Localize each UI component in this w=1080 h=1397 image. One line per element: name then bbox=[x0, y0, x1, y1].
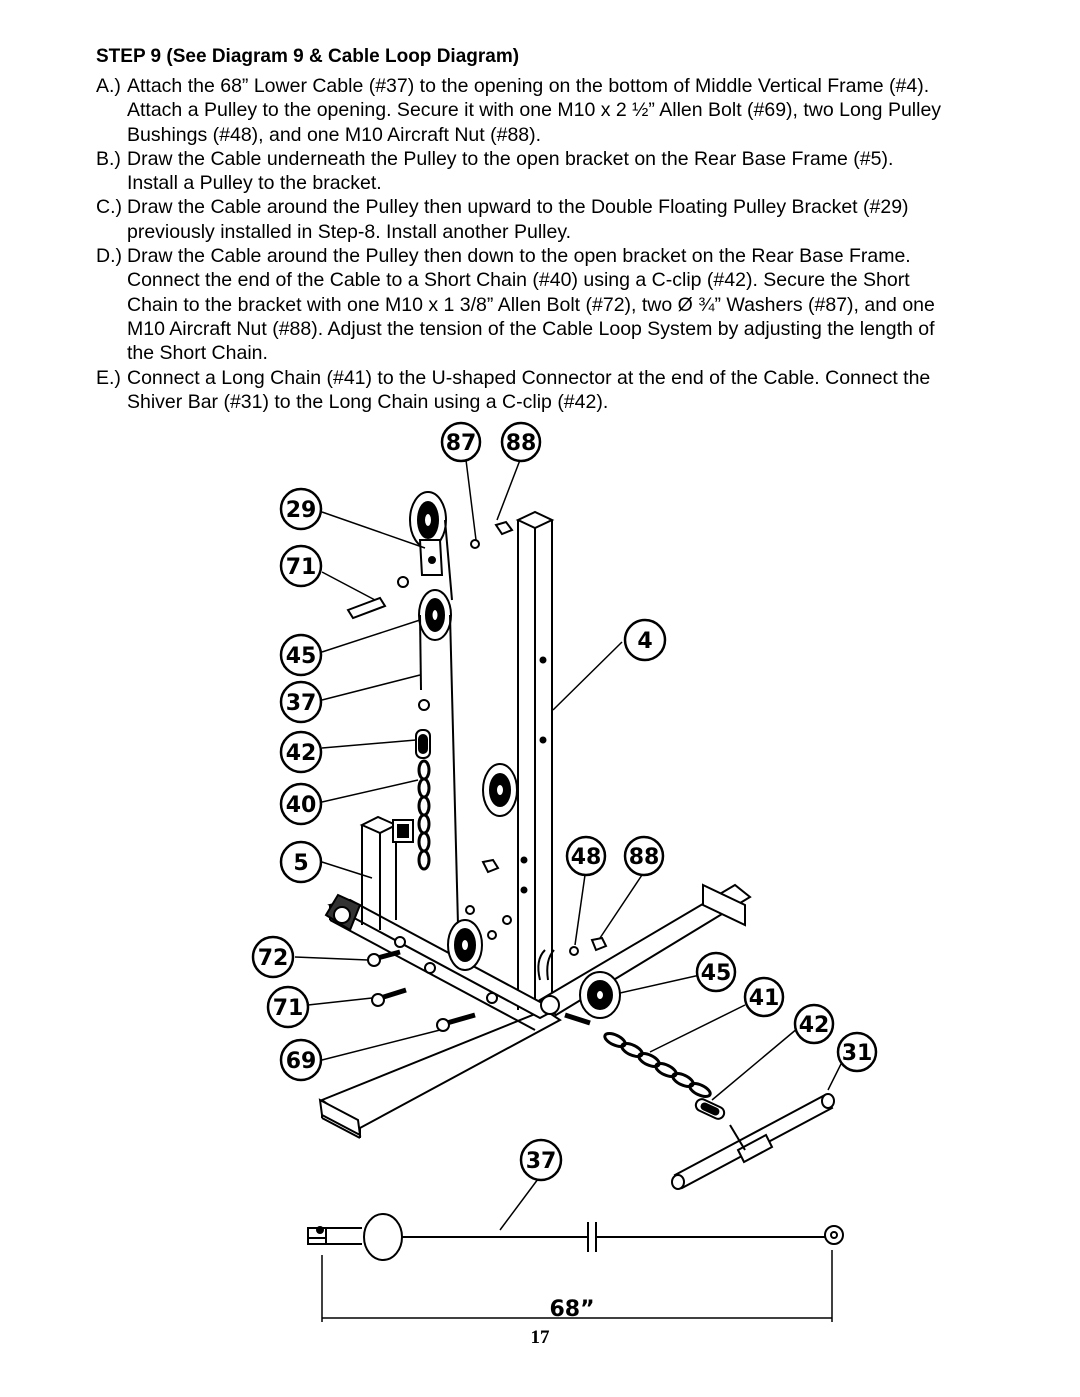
step-b-letter: B.) bbox=[96, 147, 121, 170]
svg-text:37: 37 bbox=[525, 1149, 557, 1174]
svg-text:88: 88 bbox=[505, 431, 537, 456]
callout-88 bbox=[502, 423, 540, 461]
callout-29 bbox=[281, 489, 321, 529]
step-e-text: Connect a Long Chain (#41) to the U-shaped Connector at the end of the Cable. Connect the Shiver Bar (#31) to the Long Chain using a C-clip (#42). bbox=[127, 366, 931, 413]
step-a-letter: A.) bbox=[96, 75, 121, 97]
svg-text:45: 45 bbox=[700, 961, 732, 986]
callout-87 bbox=[442, 423, 480, 461]
svg-text:42: 42 bbox=[285, 741, 317, 766]
svg-text:45: 45 bbox=[285, 644, 317, 669]
c-clip bbox=[694, 1097, 726, 1121]
cable-runs bbox=[420, 520, 458, 925]
svg-text:48: 48 bbox=[570, 845, 602, 870]
svg-text:41: 41 bbox=[748, 986, 780, 1011]
callout-45 bbox=[281, 635, 321, 675]
step-c-text: Draw the Cable around the Pulley then upward to the Double Floating Pulley Bracket (#29) previously installed in Step-8. Install another Pulley. bbox=[127, 196, 909, 243]
bottom-rear-pulley bbox=[448, 920, 482, 970]
step-a-text: Attach the 68” Lower Cable (#37) to the opening on the bottom of Middle Vertical Frame (#4). Attach a Pulley to the opening. Secure it with one M10 x 2 ½” Allen Bolt (#69), two Long Pulley Bushings (#48), and one M10 Aircraft Nut (#88). bbox=[127, 75, 942, 146]
svg-text:88: 88 bbox=[628, 845, 660, 870]
callout-72 bbox=[253, 937, 293, 977]
svg-text:4: 4 bbox=[637, 629, 653, 654]
svg-text:40: 40 bbox=[285, 793, 317, 818]
callout-40 bbox=[281, 784, 321, 824]
callout-88-lower bbox=[625, 837, 663, 875]
cable-length-label: 68” bbox=[549, 1297, 595, 1322]
svg-text:69: 69 bbox=[285, 1049, 317, 1074]
step-e-letter: E.) bbox=[96, 366, 121, 389]
callout-42-lower bbox=[795, 1005, 833, 1043]
svg-text:29: 29 bbox=[285, 498, 317, 523]
svg-text:71: 71 bbox=[285, 555, 317, 580]
svg-text:42: 42 bbox=[798, 1013, 830, 1038]
callout-48 bbox=[567, 837, 605, 875]
double-floating-pulley-bracket bbox=[410, 492, 451, 640]
callout-71 bbox=[281, 546, 321, 586]
callout-41 bbox=[745, 978, 783, 1016]
page-number: 17 bbox=[530, 1327, 550, 1348]
step-d-letter: D.) bbox=[96, 245, 122, 268]
step-b-text: Draw the Cable underneath the Pulley to the open bracket on the Rear Base Frame (#5). Install a Pulley to the bracket. bbox=[127, 147, 894, 195]
callout-37-lower bbox=[521, 1140, 561, 1180]
middle-vertical-frame bbox=[518, 512, 552, 1010]
svg-text:72: 72 bbox=[257, 946, 289, 971]
svg-text:87: 87 bbox=[445, 431, 477, 456]
callout-71-lower bbox=[268, 987, 308, 1027]
callout-31 bbox=[838, 1033, 876, 1071]
short-chain bbox=[416, 700, 430, 869]
callout-4 bbox=[625, 620, 665, 660]
callout-69 bbox=[281, 1040, 321, 1080]
step-c-letter: C.) bbox=[96, 196, 122, 219]
callout-45-lower bbox=[697, 953, 735, 991]
frame-pulley bbox=[483, 764, 517, 816]
svg-text:31: 31 bbox=[841, 1041, 873, 1066]
svg-text:71: 71 bbox=[272, 996, 304, 1021]
callout-42 bbox=[281, 732, 321, 772]
step-d-text: Draw the Cable around the Pulley then down to the open bracket on the Rear Base Frame. Connect the end of the Cable to a Short Chain (#40) using a C-clip (#42). Secure the Short Chain to the bracket with one M10 x 1 3/8” Allen Bolt (#72), two Ø ¾” Washers (#87), and one M10 Aircraft Nut (#88). Adjust the tension of the Cable Loop System by adjusting the length of the Short Chain. bbox=[127, 245, 935, 365]
svg-text:37: 37 bbox=[285, 691, 317, 716]
callout-37 bbox=[281, 682, 321, 722]
callout-5 bbox=[281, 842, 321, 882]
long-chain bbox=[603, 1031, 712, 1099]
step-heading: STEP 9 (See Diagram 9 & Cable Loop Diagram) bbox=[96, 46, 520, 67]
svg-text:5: 5 bbox=[293, 851, 309, 876]
